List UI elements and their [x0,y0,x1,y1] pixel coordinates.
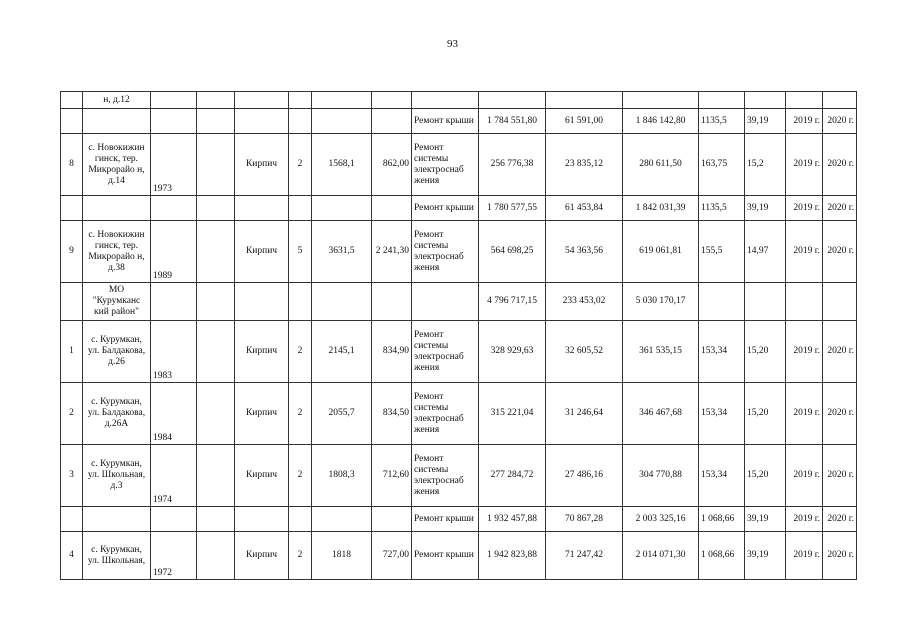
cell-area-total [312,92,372,109]
cell-area-total [312,507,372,532]
cell-area-total: 3631,5 [312,221,372,283]
cell-year-start: 2019 г. [786,196,823,221]
cell-floors [289,283,312,321]
cell-year-start: 2019 г. [786,445,823,507]
table-row [61,383,857,445]
table-row [61,196,857,221]
cell-cost: 277 284,72 [479,445,546,507]
cell-floors: 5 [289,221,312,283]
cell-row-number: 3 [61,445,83,507]
cell-cost: 564 698,25 [479,221,546,283]
table-row [61,134,857,196]
cell-floors [289,196,312,221]
cell-material: Кирпич [235,134,289,196]
cell-row-number: 2 [61,383,83,445]
cell-floors: 2 [289,134,312,196]
cell-address: МО "Курумканс кий район" [83,283,151,321]
cell-empty [197,283,235,321]
cell-cost-total [623,92,699,109]
cell-year-start: 2019 г. [786,532,823,580]
cell-year-end: 2020 г. [823,109,857,134]
cell-area-residential: 834,50 [372,383,412,445]
cell-floors [289,507,312,532]
cell-cost: 1 784 551,80 [479,109,546,134]
cell-area-total [312,283,372,321]
cell-cost: 1 932 457,88 [479,507,546,532]
cell-material: Кирпич [235,445,289,507]
cell-empty [197,445,235,507]
cell-unit-cost: 153,34 [699,383,745,445]
cell-year-start: 2019 г. [786,507,823,532]
cell-cost-extra: 32 605,52 [546,321,623,383]
cell-area-residential: 712,60 [372,445,412,507]
cell-material [235,109,289,134]
cell-floors: 2 [289,383,312,445]
cell-address: с. Курумкан, ул. Школьная, [83,532,151,580]
cell-area-residential: 2 241,30 [372,221,412,283]
cell-address [83,109,151,134]
cell-year-start: 2019 г. [786,134,823,196]
cell-area-total [312,109,372,134]
cell-unit-limit [745,92,786,109]
cell-cost-extra: 54 363,56 [546,221,623,283]
cell-area-residential [372,283,412,321]
cell-cost: 315 221,04 [479,383,546,445]
cell-year-start [786,92,823,109]
cell-cost-extra: 61 591,00 [546,109,623,134]
cell-unit-limit: 39,19 [745,507,786,532]
cell-unit-limit: 15,20 [745,445,786,507]
cell-area-total: 1568,1 [312,134,372,196]
cell-year: 1984 [151,383,197,445]
cell-year: 1973 [151,134,197,196]
cell-empty [197,221,235,283]
cell-unit-cost [699,92,745,109]
cell-material: Кирпич [235,383,289,445]
cell-year-start [786,283,823,321]
cell-work-type: Ремонт системы электроснаб жения [412,445,479,507]
cell-row-number [61,283,83,321]
cell-cost-total: 346 467,68 [623,383,699,445]
cell-year: 1983 [151,321,197,383]
cell-row-number: 4 [61,532,83,580]
cell-year: 1974 [151,445,197,507]
cell-unit-cost: 1135,5 [699,196,745,221]
cell-floors: 2 [289,445,312,507]
cell-unit-limit: 39,19 [745,196,786,221]
cell-cost-total: 5 030 170,17 [623,283,699,321]
cell-area-residential: 862,00 [372,134,412,196]
cell-year-end: 2020 г. [823,134,857,196]
cell-row-number [61,196,83,221]
cell-empty [197,383,235,445]
cell-year [151,283,197,321]
cell-area-residential [372,507,412,532]
cell-unit-cost: 153,34 [699,445,745,507]
cell-year-end: 2020 г. [823,532,857,580]
cell-unit-limit: 15,2 [745,134,786,196]
cell-cost-extra: 71 247,42 [546,532,623,580]
cell-unit-limit: 15,20 [745,321,786,383]
cell-cost-total: 2 003 325,16 [623,507,699,532]
cell-area-residential [372,196,412,221]
table-row [61,445,857,507]
cell-cost-extra: 70 867,28 [546,507,623,532]
cell-empty [197,507,235,532]
cell-row-number [61,507,83,532]
cell-address: н, д.12 [83,92,151,109]
cell-empty [197,196,235,221]
page-number: 93 [447,38,458,50]
cell-year [151,92,197,109]
cell-year: 1972 [151,532,197,580]
cell-year-end [823,92,857,109]
table-row [61,221,857,283]
cell-empty [197,92,235,109]
cell-cost: 256 776,38 [479,134,546,196]
cell-row-number: 9 [61,221,83,283]
cell-floors: 2 [289,532,312,580]
cell-cost-total: 304 770,88 [623,445,699,507]
cell-row-number: 8 [61,134,83,196]
cell-cost: 1 780 577,55 [479,196,546,221]
cell-unit-limit: 39,19 [745,532,786,580]
cell-material: Кирпич [235,532,289,580]
cell-cost-total: 280 611,50 [623,134,699,196]
cell-row-number: 1 [61,321,83,383]
cell-empty [197,321,235,383]
cell-year-end: 2020 г. [823,221,857,283]
cell-area-total: 2055,7 [312,383,372,445]
cell-address [83,196,151,221]
cell-floors [289,109,312,134]
cell-material [235,283,289,321]
cell-year-end: 2020 г. [823,383,857,445]
cell-cost-extra: 61 453,84 [546,196,623,221]
cell-address: с. Курумкан, ул. Школьная, д.3 [83,445,151,507]
cell-cost [479,92,546,109]
cell-year-start: 2019 г. [786,383,823,445]
cell-cost-extra: 27 486,16 [546,445,623,507]
cell-work-type: Ремонт системы электроснаб жения [412,221,479,283]
cell-row-number [61,92,83,109]
cell-unit-cost: 1 068,66 [699,507,745,532]
cell-cost-extra [546,92,623,109]
cell-address: с. Новокижин гинск, тер. Микрорайо н, д.38 [83,221,151,283]
cell-unit-cost: 1135,5 [699,109,745,134]
cell-area-total: 1818 [312,532,372,580]
table-row [61,532,857,580]
cell-area-total [312,196,372,221]
cell-unit-limit: 39,19 [745,109,786,134]
cell-cost-total: 2 014 071,30 [623,532,699,580]
cell-unit-limit [745,283,786,321]
cell-work-type: Ремонт крыши [412,507,479,532]
cell-cost-total: 361 535,15 [623,321,699,383]
cell-unit-limit: 15,20 [745,383,786,445]
cell-work-type [412,92,479,109]
cell-empty [197,109,235,134]
cell-row-number [61,109,83,134]
cell-material: Кирпич [235,321,289,383]
cell-year [151,109,197,134]
cell-area-total: 2145,1 [312,321,372,383]
cell-cost-extra: 23 835,12 [546,134,623,196]
cell-material [235,196,289,221]
table-row [61,321,857,383]
cell-unit-cost: 153,34 [699,321,745,383]
cell-empty [197,532,235,580]
cell-year [151,196,197,221]
cell-empty [197,134,235,196]
cell-address [83,507,151,532]
table-row [61,109,857,134]
cell-year-start: 2019 г. [786,109,823,134]
cell-area-residential [372,109,412,134]
cell-year-start: 2019 г. [786,321,823,383]
cell-work-type [412,283,479,321]
cell-unit-cost: 155,5 [699,221,745,283]
cell-area-residential: 834,90 [372,321,412,383]
cell-material [235,92,289,109]
cell-unit-limit: 14,97 [745,221,786,283]
cell-cost: 1 942 823,88 [479,532,546,580]
cell-address: с. Курумкан, ул. Балдакова, д.26А [83,383,151,445]
cell-material [235,507,289,532]
cell-cost: 328 929,63 [479,321,546,383]
capital-repair-table [60,91,857,580]
cell-area-residential [372,92,412,109]
cell-year-end: 2020 г. [823,196,857,221]
cell-year: 1989 [151,221,197,283]
table-row [61,507,857,532]
cell-work-type: Ремонт системы электроснаб жения [412,321,479,383]
cell-unit-cost: 163,75 [699,134,745,196]
cell-year-end: 2020 г. [823,321,857,383]
cell-cost-extra: 233 453,02 [546,283,623,321]
cell-work-type: Ремонт крыши [412,109,479,134]
cell-cost: 4 796 717,15 [479,283,546,321]
cell-year [151,507,197,532]
cell-area-residential: 727,00 [372,532,412,580]
cell-work-type: Ремонт системы электроснаб жения [412,134,479,196]
table-row [61,283,857,321]
cell-floors: 2 [289,321,312,383]
cell-unit-cost: 1 068,66 [699,532,745,580]
cell-cost-extra: 31 246,64 [546,383,623,445]
cell-work-type: Ремонт крыши [412,196,479,221]
cell-year-end: 2020 г. [823,445,857,507]
table-row [61,92,857,109]
cell-address: с. Курумкан, ул. Балдакова, д.26 [83,321,151,383]
cell-floors [289,92,312,109]
cell-unit-cost [699,283,745,321]
cell-material: Кирпич [235,221,289,283]
cell-area-total: 1808,3 [312,445,372,507]
cell-work-type: Ремонт системы электроснаб жения [412,383,479,445]
cell-cost-total: 619 061,81 [623,221,699,283]
cell-year-end [823,283,857,321]
cell-year-start: 2019 г. [786,221,823,283]
cell-work-type: Ремонт крыши [412,532,479,580]
cell-cost-total: 1 842 031,39 [623,196,699,221]
cell-year-end: 2020 г. [823,507,857,532]
cell-cost-total: 1 846 142,80 [623,109,699,134]
cell-address: с. Новокижин гинск, тер. Микрорайо н, д.14 [83,134,151,196]
